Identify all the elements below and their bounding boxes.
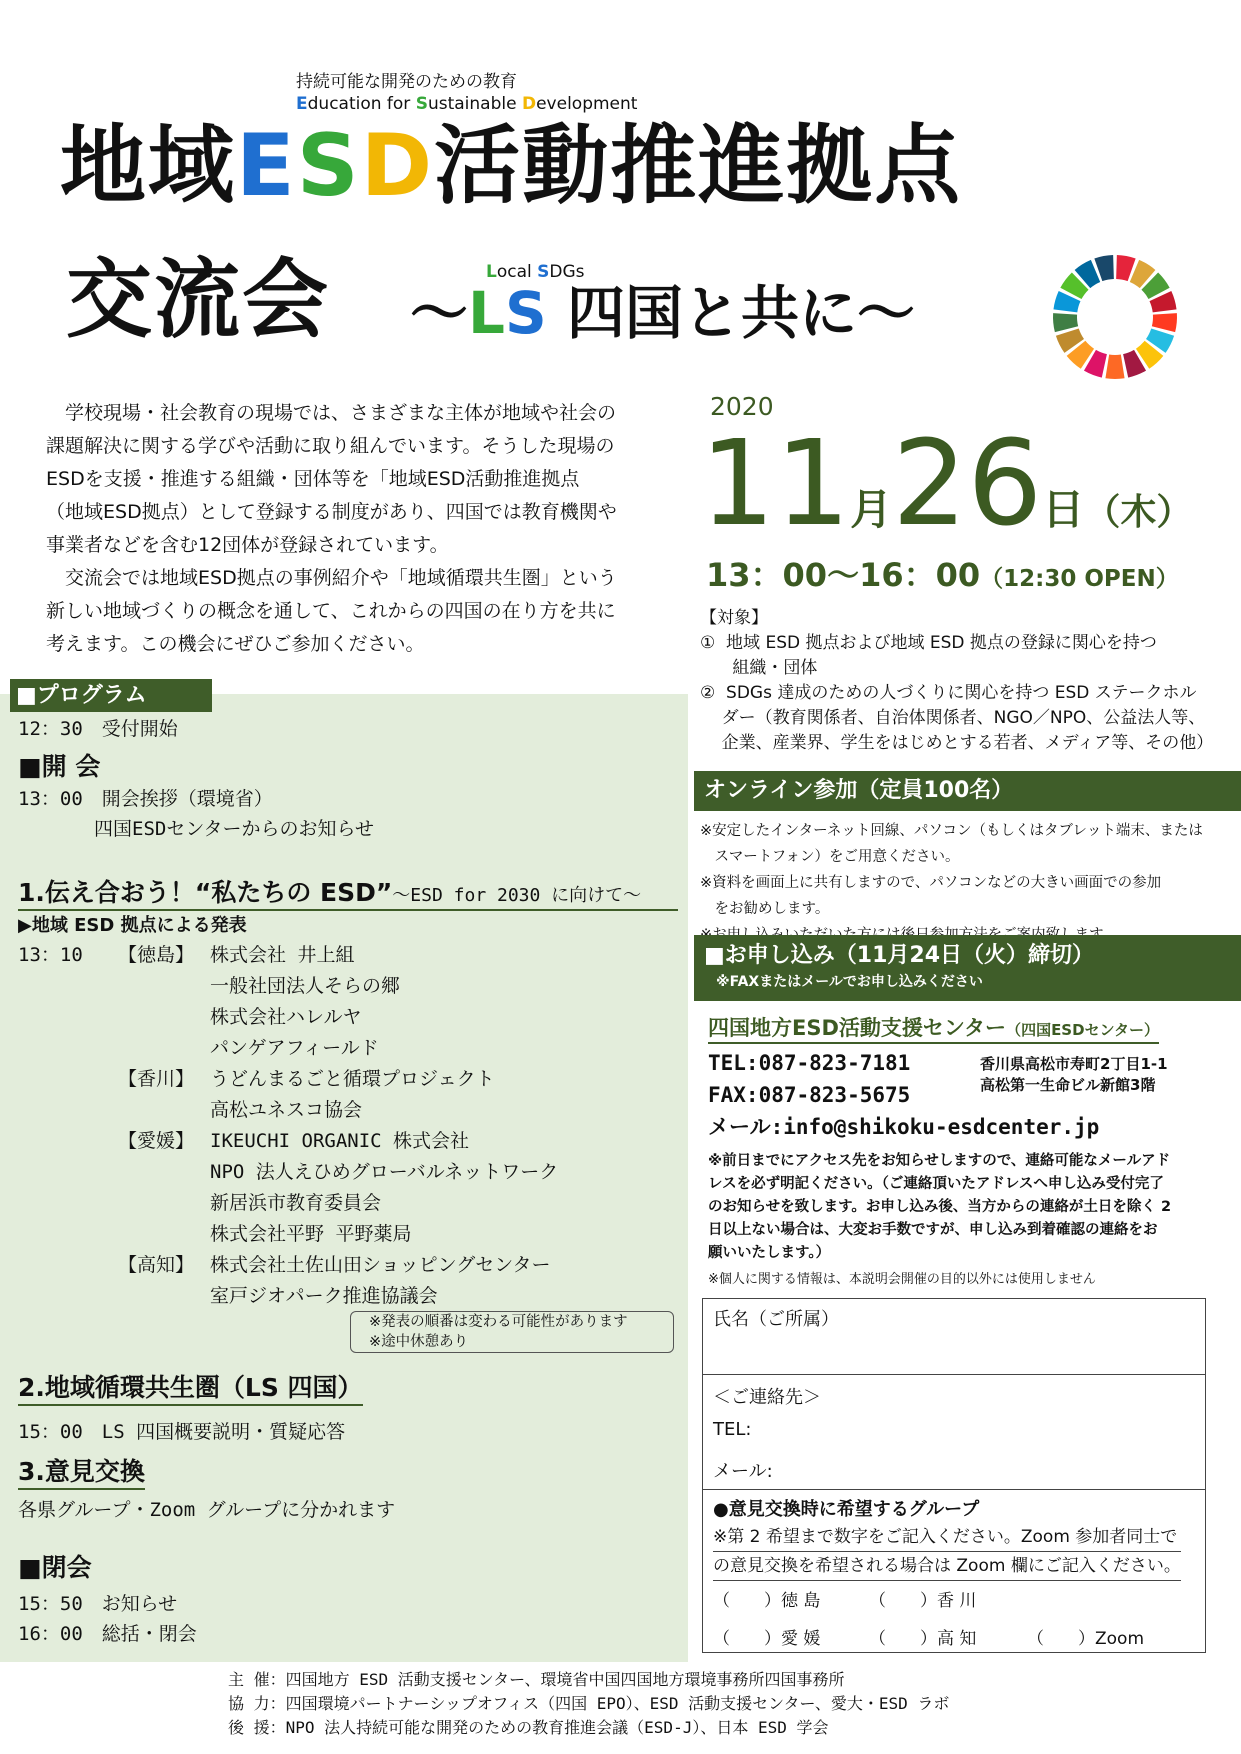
target-section — [700, 606, 1230, 756]
section-1-title: 1.伝え合おう！“私たちの ESD”～ESD for 2030 に向けて～ — [18, 873, 678, 911]
prefecture-label — [118, 1281, 210, 1312]
organization-name: 新居浜市教育委員会 — [210, 1192, 382, 1214]
section-3-line: 各県グループ・Zoom グループに分かれます — [18, 1499, 396, 1521]
title-ls: ～LS 四国と共に～ — [410, 279, 915, 347]
program-heading: ■プログラム — [10, 679, 212, 712]
presenter-groups — [118, 940, 678, 1312]
prefecture-label — [118, 1002, 210, 1033]
presenter-row — [118, 940, 678, 971]
online-heading: オンライン参加（定員100名） — [694, 771, 1241, 811]
online-note: をお勧めします。 — [700, 901, 830, 917]
footer — [228, 1668, 949, 1740]
presenter-row — [118, 971, 678, 1002]
organization-name: パンゲアフィールド — [210, 1037, 379, 1059]
title-line-1: 地域ESD活動推進拠点 — [60, 116, 963, 216]
organization-name: 株式会社土佐山田ショッピングセンター — [210, 1254, 551, 1276]
prefecture-label — [118, 1095, 210, 1126]
application-form — [702, 1298, 1206, 1653]
closing-heading: ■閉会 — [18, 1553, 92, 1582]
intro-line: 新しい地域づくりの概念を通して、これからの四国の在り方を共に — [46, 600, 616, 622]
ls-caption: Local SDGs — [486, 262, 585, 282]
presenter-row — [118, 1095, 678, 1126]
form-group-note-2: の意見交換を希望される場合は Zoom 欄にご記入ください。 — [713, 1552, 1181, 1581]
organization-name: 株式会社 井上組 — [210, 944, 355, 966]
apply-note: レスを必ず明記ください。（ご連絡頂いたアドレスへ申し込み受付完了 — [708, 1176, 1164, 1192]
organization-name: NPO 法人えひめグローバルネットワーク — [210, 1161, 559, 1183]
intro-line: 交流会では地域ESD拠点の事例紹介や「地域循環共生圏」という — [46, 567, 617, 589]
center-name: 四国地方ESD活動支援センター（四国ESDセンター） — [708, 1012, 1159, 1044]
organization-name: 一般社団法人そらの郷 — [210, 975, 401, 997]
form-tel-label[interactable]: TEL: — [713, 1419, 752, 1440]
presenter-row — [118, 1219, 678, 1250]
intro-line: 学校現場・社会教育の現場では、さまざまな主体が地域や社会の — [46, 402, 617, 424]
form-name-field[interactable] — [703, 1299, 1205, 1375]
closing-line-1: 15：50 お知らせ — [18, 1593, 178, 1615]
organization-name: IKEUCHI ORGANIC 株式会社 — [210, 1130, 470, 1152]
date-year: 2020 — [710, 392, 774, 421]
presenter-row — [118, 1126, 678, 1157]
section-1-time: 13：10 — [18, 944, 83, 966]
prefecture-label — [118, 971, 210, 1002]
address-line-1: 香川県高松市寿町2丁目1-1 — [980, 1055, 1168, 1073]
target-item: 組織・団体 — [700, 658, 818, 678]
target-item: ② SDGs 達成のための人づくりに関心を持つ ESD ステークホル — [700, 683, 1197, 703]
footer-line: 後 援：NPO 法人持続可能な開発のための教育推進会議（ESD-J）、日本 ESD 学会 — [228, 1718, 829, 1737]
opening-line-1: 13：00 開会挨拶（環境省） — [18, 788, 273, 810]
address — [980, 1054, 1168, 1096]
date-time: 13：00～16：00（12:30 OPEN） — [706, 556, 1179, 594]
form-divider — [703, 1489, 1205, 1490]
contact-tel[interactable]: TEL:087-823-7181 — [708, 1051, 911, 1075]
date-main: 11月26日（木） — [700, 414, 1193, 552]
target-item: ダー（教育関係者、自治体関係者、NGO／NPO、公益法人等、 — [700, 708, 1206, 728]
sdg-wheel-icon — [1050, 252, 1180, 382]
intro-line: 課題解決に関する学びや活動に取り組んでいます。そうした現場の — [46, 435, 615, 457]
online-note: ※資料を画面上に共有しますので、パソコンなどの大きい画面での参加 — [700, 875, 1162, 891]
presenter-row — [118, 1033, 678, 1064]
presenter-row — [118, 1157, 678, 1188]
organization-name: うどんまるごと循環プロジェクト — [210, 1068, 495, 1090]
target-item: 企業、産業界、学生をはじめとする若者、メディア等、その他） — [700, 733, 1214, 753]
section-1-label: ▶地域 ESD 拠点による発表 — [18, 915, 247, 936]
organization-name: 高松ユネスコ協会 — [210, 1099, 363, 1121]
apply-sub: ※FAXまたはメールでお申し込みください — [716, 974, 983, 990]
apply-heading-box — [694, 935, 1241, 1001]
form-group-notes — [713, 1523, 1181, 1581]
break-note: ※途中休憩あり — [369, 1334, 469, 1350]
contact-fax[interactable]: FAX:087-823-5675 — [708, 1083, 911, 1107]
presenter-row — [118, 1188, 678, 1219]
form-contact-label: ＜ご連絡先＞ — [713, 1387, 821, 1408]
prefecture-label: 【愛媛】 — [118, 1130, 195, 1152]
order-note: ※発表の順番は変わる可能性があります — [369, 1314, 628, 1330]
target-heading: 【対象】 — [700, 608, 768, 628]
online-note: ※安定したインターネット回線、パソコン（もしくはタブレット端末、または — [700, 823, 1203, 839]
subtitle-en: Education for Sustainable Development — [296, 94, 638, 114]
intro-line: 考えます。この機会にぜひご参加ください。 — [46, 633, 425, 655]
form-group-note-1: ※第 2 希望まで数字をご記入ください。Zoom 参加者同士で — [713, 1523, 1181, 1552]
reception-line: 12：30 受付開始 — [18, 718, 178, 740]
prefecture-label — [118, 1219, 210, 1250]
organization-name: 室戸ジオパーク推進協議会 — [210, 1285, 438, 1307]
apply-note: 日以上ない場合は、大変お手数ですが、申し込み到着確認の連絡をお — [708, 1222, 1158, 1238]
closing-line-2: 16：00 総括・閉会 — [18, 1623, 197, 1645]
footer-line: 主 催：四国地方 ESD 活動支援センター、環境省中国四国地方環境事務所四国事務所 — [228, 1670, 845, 1689]
order-note-box — [350, 1311, 674, 1353]
presenter-row — [118, 1064, 678, 1095]
apply-notes — [708, 1150, 1208, 1265]
online-note: スマートフォン）をご用意ください。 — [700, 849, 960, 865]
subtitle-ja: 持続可能な開発のための教育 — [296, 72, 517, 92]
apply-note: ※前日までにアクセス先をお知らせしますので、連絡可能なメールアド — [708, 1153, 1171, 1169]
prefecture-label: 【香川】 — [118, 1068, 195, 1090]
prefecture-label — [118, 1033, 210, 1064]
prefecture-label — [118, 1157, 210, 1188]
intro-line: 事業者などを含む12団体が登録されています。 — [46, 534, 449, 556]
presenter-row — [118, 1281, 678, 1312]
presenter-row — [118, 1250, 678, 1281]
intro-line: ESDを支援・推進する組織・団体等を「地域ESD活動推進拠点 — [46, 468, 580, 490]
target-item: ① 地域 ESD 拠点および地域 ESD 拠点の登録に関心を持つ — [700, 633, 1157, 653]
opening-line-2: 四国ESDセンターからのお知らせ — [18, 818, 374, 840]
form-group-heading: ●意見交換時に希望するグループ — [713, 1499, 980, 1520]
form-option-zoom[interactable]: （ ）Zoom — [1027, 1629, 1145, 1649]
form-option-ehime[interactable]: （ ）愛 媛 — [713, 1629, 821, 1649]
form-option-tokushima[interactable]: （ ）徳 島 — [713, 1591, 821, 1611]
organization-name: 株式会社平野 平野薬局 — [210, 1223, 412, 1245]
apply-note: 願いいたします。） — [708, 1245, 831, 1261]
contact-mail[interactable]: メール:info@shikoku-esdcenter.jp — [708, 1115, 1100, 1139]
section-2-title: 2.地域循環共生圏（LS 四国） — [18, 1368, 363, 1406]
sdg-wheel-segment — [1105, 355, 1124, 379]
apply-heading: ■お申し込み（11月24日（火）締切） — [704, 943, 1095, 968]
sdg-wheel-segment — [1053, 313, 1078, 332]
intro-line: （地域ESD拠点）として登録する制度があり、四国では教育機関や — [46, 501, 617, 523]
footer-line: 協 力：四国環境パートナーシップオフィス（四国 EPO）、ESD 活動支援センター、愛大・ESD ラボ — [228, 1694, 950, 1713]
form-mail-label[interactable]: メール: — [713, 1461, 773, 1482]
sdg-wheel-segment — [1152, 313, 1177, 332]
opening-heading: ■開 会 — [18, 752, 101, 781]
prefecture-label — [118, 1188, 210, 1219]
privacy-note: ※個人に関する情報は、本説明会開催の目的以外には使用しません — [708, 1272, 1096, 1287]
form-name-label: 氏名（ご所属） — [713, 1309, 839, 1330]
intro-text — [46, 397, 666, 661]
section-2-line: 15：00 LS 四国概要説明・質疑応答 — [18, 1421, 346, 1443]
prefecture-label: 【高知】 — [118, 1254, 195, 1276]
online-notes — [700, 818, 1235, 948]
address-line-2: 高松第一生命ビル新館3階 — [980, 1076, 1156, 1094]
title-line-2: 交流会 — [66, 250, 330, 350]
form-option-kochi[interactable]: （ ）高 知 — [869, 1629, 977, 1649]
organization-name: 株式会社ハレルヤ — [210, 1006, 362, 1028]
section-3-title: 3.意見交換 — [18, 1452, 145, 1490]
apply-note: のお知らせを致します。お申し込み後、当方からの連絡が土日を除く 2 — [708, 1199, 1172, 1215]
prefecture-label: 【徳島】 — [118, 944, 195, 966]
presenter-row — [118, 1002, 678, 1033]
form-option-kagawa[interactable]: （ ）香 川 — [869, 1591, 977, 1611]
